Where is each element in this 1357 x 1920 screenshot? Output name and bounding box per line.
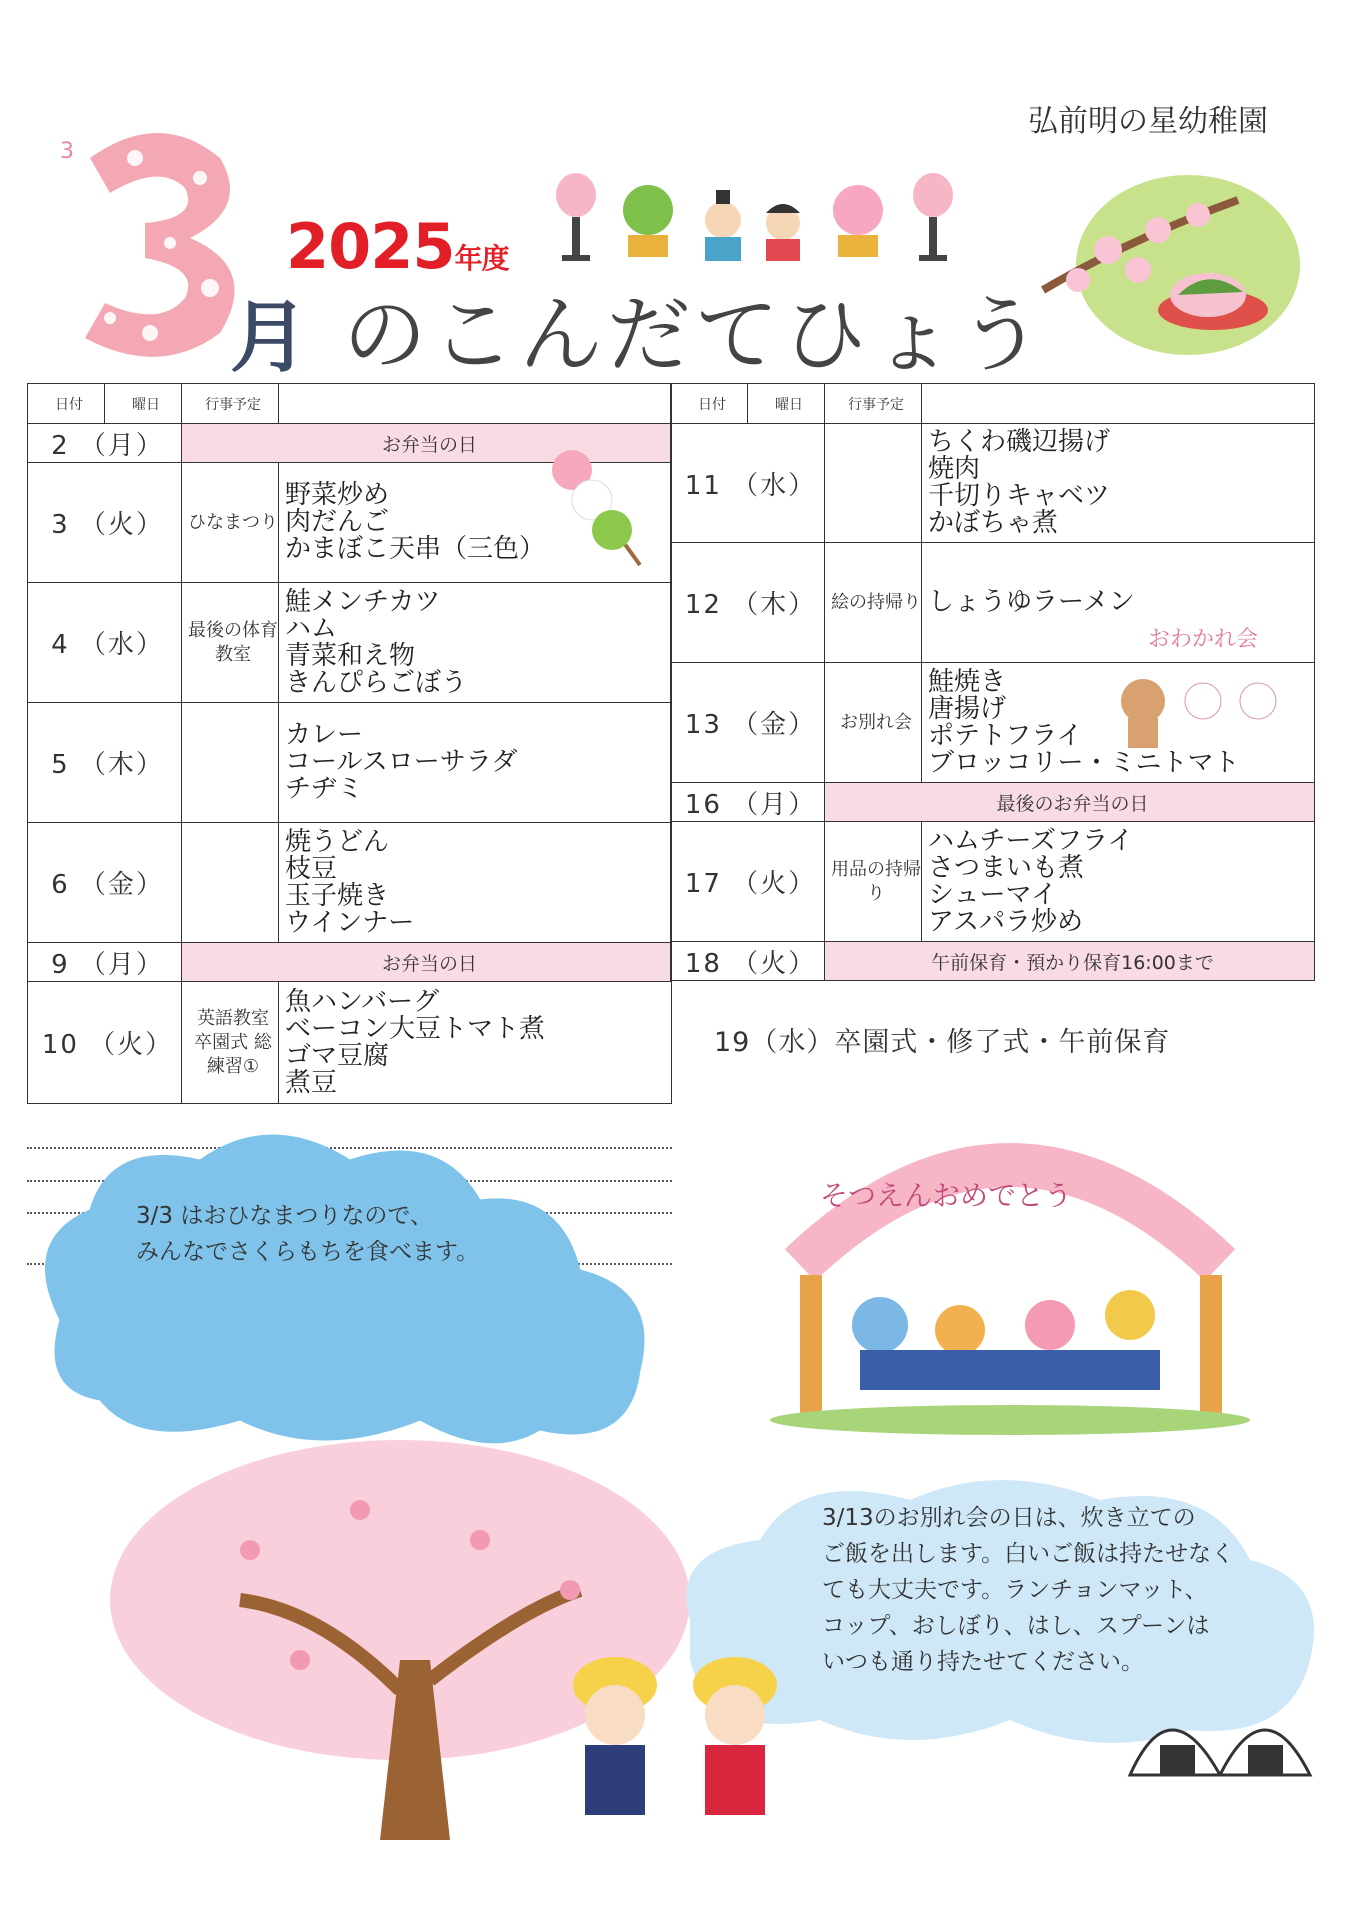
header-weekday: 曜日 bbox=[105, 384, 182, 424]
dish-item: コールスローサラダ bbox=[285, 747, 518, 777]
header-date: 日付 bbox=[28, 384, 105, 424]
dish-item: ハムチーズフライ bbox=[928, 825, 1134, 856]
morning-care-band: 午前保育・預かり保育16:00まで bbox=[825, 942, 1315, 981]
event-cell bbox=[182, 823, 279, 943]
farewell-text: おわかれ会 bbox=[1148, 627, 1259, 652]
note-line: 3/3 はおひなまつりなので、 bbox=[136, 1203, 433, 1229]
graduation-day-line: 19（水）卒園式・修了式・午前保育 bbox=[714, 1027, 1171, 1058]
date-cell: 11 （水） bbox=[671, 424, 825, 543]
dish-item: 煮豆 bbox=[285, 1067, 338, 1098]
dish-item: 鮭焼き bbox=[928, 666, 1007, 697]
note-line: みんなでさくらもちを食べます。 bbox=[136, 1239, 480, 1265]
dish-item: 鮭メンチカツ bbox=[285, 586, 441, 617]
dish-item: 焼うどん bbox=[285, 826, 390, 857]
bento-day-band: お弁当の日 bbox=[182, 424, 672, 463]
school-name: 弘前明の星幼稚園 bbox=[1028, 104, 1268, 139]
page-title bbox=[230, 268, 1047, 389]
dish-cell bbox=[922, 822, 1315, 942]
dish-item: 枝豆 bbox=[285, 853, 338, 884]
last-bento-band: 最後のお弁当の日 bbox=[825, 783, 1315, 822]
dish-item: 青菜和え物 bbox=[285, 640, 416, 671]
header-date: 日付 bbox=[671, 384, 748, 424]
dish-item: 唐揚げ bbox=[928, 693, 1007, 724]
header-blank bbox=[279, 384, 672, 424]
note-line: いつも通り持たせてください。 bbox=[822, 1649, 1144, 1675]
dish-item: ウインナー bbox=[285, 907, 415, 938]
dish-cell bbox=[279, 982, 672, 1104]
dish-item: ハム bbox=[285, 613, 338, 644]
title-text: のこんだてひょう bbox=[342, 286, 1047, 384]
dish-item: ポテトフライ bbox=[928, 720, 1083, 751]
dish-cell bbox=[279, 823, 672, 943]
dish-item: 野菜炒め bbox=[285, 480, 390, 510]
farewell-party-note bbox=[822, 1500, 1234, 1680]
schoolchildren-illustration bbox=[540, 1650, 810, 1845]
arch-text: そつえんおめでとう bbox=[820, 1179, 1073, 1212]
farewell-bear-illustration bbox=[1108, 606, 1308, 756]
date-cell: 18 （火） bbox=[671, 942, 825, 981]
dish-item: 玉子焼き bbox=[285, 880, 390, 911]
dish-item: 焼肉 bbox=[928, 454, 981, 484]
event-cell: 用品の持帰り bbox=[825, 822, 922, 942]
date-cell: 5 （木） bbox=[28, 703, 182, 823]
date-cell: 16 （月） bbox=[671, 783, 825, 822]
date-cell: 10 （火） bbox=[28, 982, 182, 1104]
event-cell: お別れ会 bbox=[825, 663, 922, 783]
dish-item: ゴマ豆腐 bbox=[285, 1040, 390, 1071]
date-cell: 4 （水） bbox=[28, 583, 182, 703]
dish-item: しょうゆラーメン bbox=[928, 587, 1135, 617]
dish-item: 千切りキャベツ bbox=[928, 481, 1111, 511]
dish-item: ベーコン大豆トマト煮 bbox=[285, 1013, 546, 1044]
dish-item: ちくわ磯辺揚げ bbox=[928, 427, 1111, 457]
year-suffix: 年度 bbox=[454, 242, 509, 275]
event-cell: 最後の体育教室 bbox=[182, 583, 279, 703]
date-cell: 2 （月） bbox=[28, 424, 182, 463]
dish-cell bbox=[279, 583, 672, 703]
dish-item: かまぼこ天串（三色） bbox=[285, 534, 546, 564]
dish-item: チヂミ bbox=[285, 774, 364, 804]
event-cell: ひなまつり bbox=[182, 463, 279, 583]
header-blank bbox=[922, 384, 1315, 424]
hina-dolls-illustration bbox=[548, 165, 968, 275]
bento-day-band: お弁当の日 bbox=[182, 943, 672, 982]
header-event: 行事予定 bbox=[825, 384, 922, 424]
dish-item: ブロッコリー・ミニトマト bbox=[928, 747, 1240, 778]
dish-item: 魚ハンバーグ bbox=[285, 986, 440, 1017]
big-month-number: 3 bbox=[60, 139, 74, 164]
dish-item: 肉だんご bbox=[285, 507, 390, 537]
month-kanji: 月 bbox=[230, 293, 313, 383]
note-line: ご飯を出します。白いご飯は持たせなく bbox=[822, 1541, 1235, 1567]
event-cell: 英語教室 卒園式 総練習① bbox=[182, 982, 279, 1104]
header-event: 行事予定 bbox=[182, 384, 279, 424]
hinamatsuri-note bbox=[136, 1198, 479, 1270]
date-cell: 6 （金） bbox=[28, 823, 182, 943]
dango-illustration bbox=[530, 435, 670, 575]
sakura-mochi-illustration bbox=[1038, 170, 1300, 356]
date-cell: 9 （月） bbox=[28, 943, 182, 982]
dish-cell bbox=[279, 703, 672, 823]
dish-cell bbox=[922, 424, 1315, 543]
date-cell: 13 （金） bbox=[671, 663, 825, 783]
event-cell: 絵の持帰り bbox=[825, 543, 922, 663]
note-line: ても大丈夫です。ランチョンマット、 bbox=[822, 1577, 1208, 1603]
note-line: 3/13のお別れ会の日は、炊き立ての bbox=[822, 1505, 1196, 1531]
dish-item: アスパラ炒め bbox=[928, 906, 1083, 937]
blue-cloud-note-bg bbox=[20, 1120, 680, 1450]
dish-item: さつまいも煮 bbox=[928, 852, 1085, 883]
date-cell: 3 （火） bbox=[28, 463, 182, 583]
event-cell bbox=[182, 703, 279, 823]
year-number: 2025 bbox=[286, 210, 455, 283]
dish-item: きんぴらごぼう bbox=[285, 667, 468, 698]
dish-item: シューマイ bbox=[928, 879, 1057, 910]
date-cell: 12 （木） bbox=[671, 543, 825, 663]
rice-ball-illustration bbox=[1120, 1685, 1320, 1785]
event-cell bbox=[825, 424, 922, 543]
dish-item: かぼちゃ煮 bbox=[928, 508, 1059, 538]
date-cell: 17 （火） bbox=[671, 822, 825, 942]
graduation-arch-illustration bbox=[760, 1085, 1260, 1435]
dish-item: カレー bbox=[285, 720, 364, 750]
note-line: コップ、おしぼり、はし、スプーンは bbox=[822, 1613, 1210, 1639]
header-weekday: 曜日 bbox=[748, 384, 825, 424]
